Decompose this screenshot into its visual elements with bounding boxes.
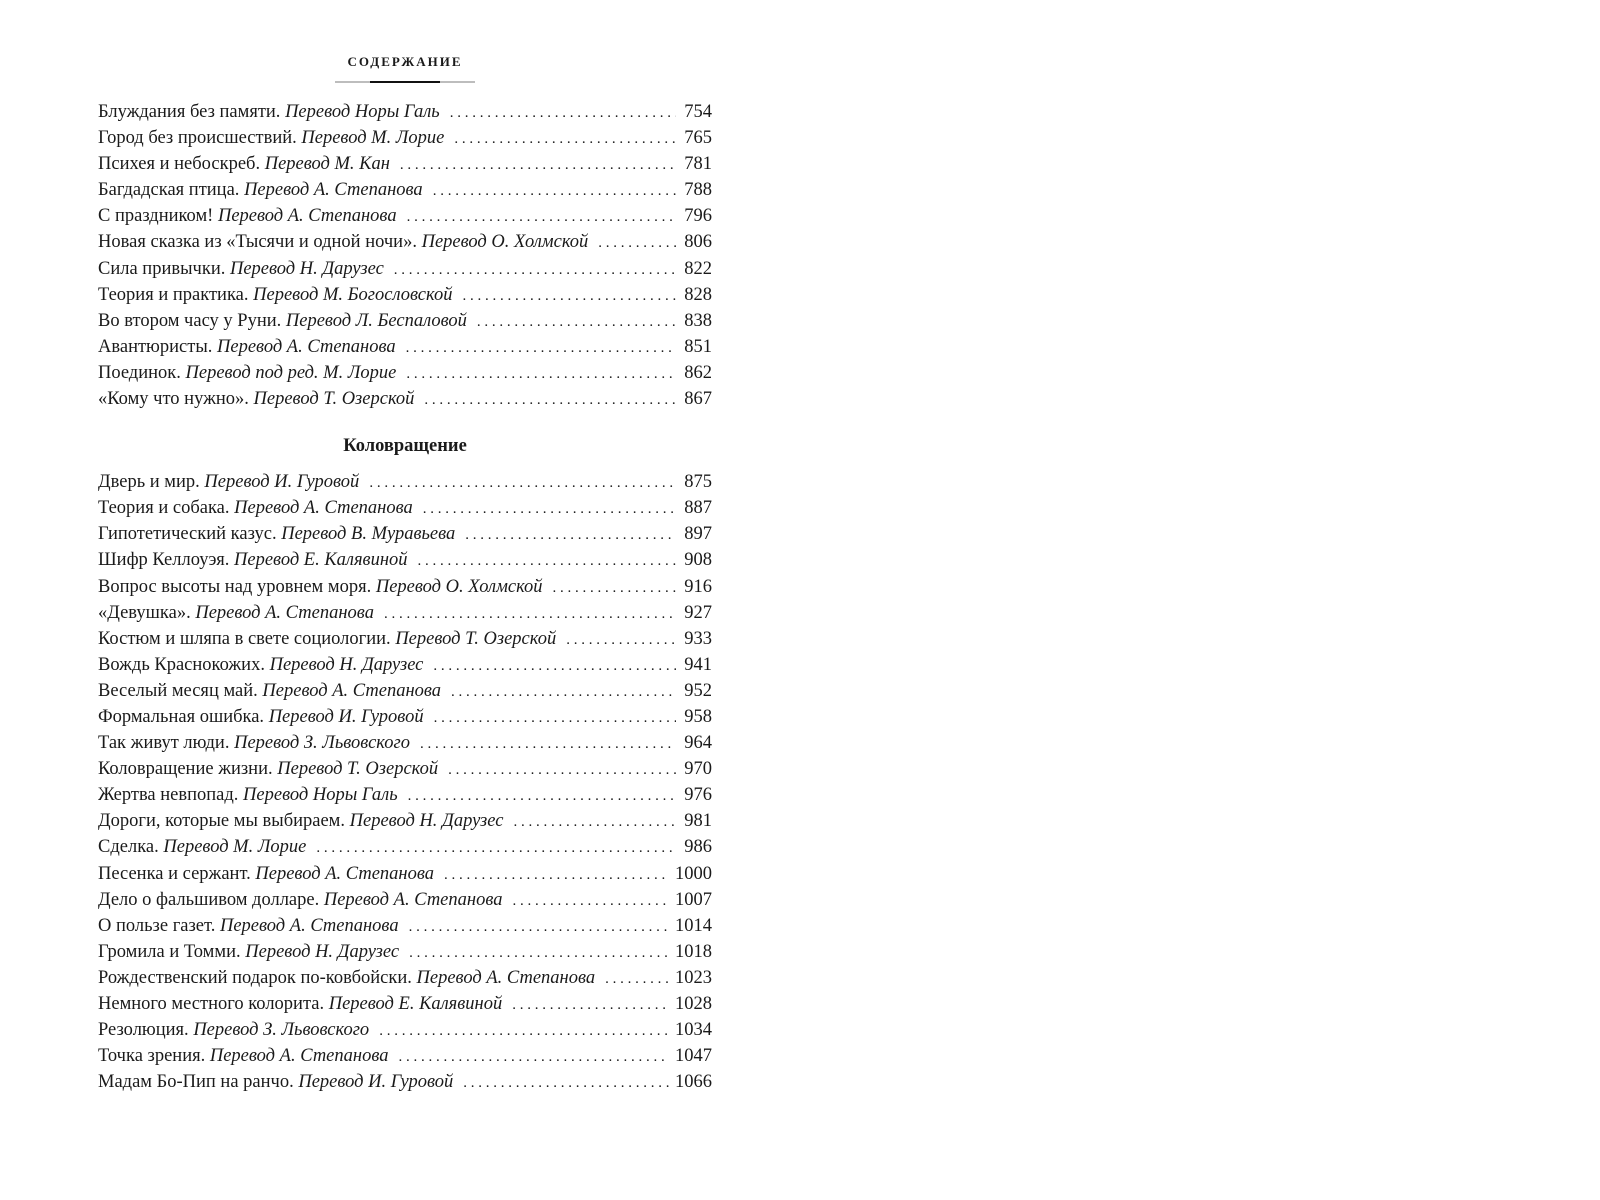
entry-page-number: 958 bbox=[684, 706, 712, 727]
entry-title: Вопрос высоты над уровнем моря. bbox=[98, 576, 372, 597]
entry-page-number: 781 bbox=[684, 154, 712, 175]
entry-title: Рождественский подарок по-ковбойски. bbox=[98, 967, 412, 988]
entry-page-number: 887 bbox=[684, 498, 712, 519]
toc-entry bbox=[98, 203, 712, 229]
entry-translator: Перевод А. Степанова bbox=[195, 602, 374, 623]
toc-entry bbox=[98, 965, 712, 991]
entry-title: Костюм и шляпа в свете социологии. bbox=[98, 628, 391, 649]
entry-page-number: 1000 bbox=[675, 863, 712, 884]
toc-list-part2 bbox=[98, 469, 712, 1095]
dot-leader bbox=[394, 257, 676, 283]
dot-leader bbox=[400, 152, 676, 178]
toc-entry bbox=[98, 574, 712, 600]
entry-page-number: 927 bbox=[684, 602, 712, 623]
entry-title: Дверь и мир. bbox=[98, 472, 200, 493]
entry-page-number: 754 bbox=[684, 102, 712, 122]
entry-translator: Перевод А. Степанова bbox=[219, 915, 399, 936]
entry-page-number: 1028 bbox=[675, 994, 712, 1014]
entry-title: Вождь Краснокожих. bbox=[98, 654, 265, 675]
toc-entry bbox=[98, 177, 712, 203]
entry-translator: Перевод М. Кан bbox=[264, 154, 390, 175]
entry-translator: Перевод Е. Калявиной bbox=[234, 550, 408, 571]
entry-page-number: 875 bbox=[684, 472, 712, 493]
toc-page bbox=[98, 48, 712, 1095]
entry-title: Шифр Келлоуэя. bbox=[98, 550, 230, 571]
entry-translator: Перевод И. Гуровой bbox=[204, 472, 360, 493]
toc-entry bbox=[98, 282, 712, 308]
entry-translator: Перевод Л. Беспаловой bbox=[285, 310, 467, 331]
entry-translator: Перевод Норы Галь bbox=[285, 102, 440, 122]
dot-leader bbox=[424, 387, 676, 413]
entry-title: Поединок. bbox=[98, 362, 181, 383]
dot-leader bbox=[408, 783, 676, 809]
dot-leader bbox=[406, 335, 676, 361]
entry-title: «Кому что нужно». bbox=[98, 389, 249, 410]
toc-entry bbox=[98, 308, 712, 334]
entry-page-number: 897 bbox=[684, 524, 712, 545]
dot-leader bbox=[462, 283, 676, 309]
entry-title: Во втором часу у Руни. bbox=[98, 310, 282, 331]
entry-page-number: 933 bbox=[684, 628, 712, 649]
entry-translator: Перевод О. Холмской bbox=[421, 232, 589, 253]
toc-entry bbox=[98, 887, 712, 913]
entry-title: Песенка и сержант. bbox=[98, 863, 251, 884]
dot-leader bbox=[316, 835, 676, 861]
entry-page-number: 952 bbox=[684, 680, 712, 701]
entry-page-number: 1066 bbox=[675, 1072, 712, 1093]
entry-translator: Перевод А. Степанова bbox=[416, 967, 596, 988]
entry-page-number: 916 bbox=[684, 576, 712, 597]
dot-leader bbox=[463, 1070, 669, 1096]
dot-leader bbox=[553, 575, 676, 601]
entry-page-number: 862 bbox=[684, 362, 712, 383]
dot-leader bbox=[598, 230, 676, 256]
entry-translator: Перевод М. Лорие bbox=[301, 128, 445, 149]
toc-entry bbox=[98, 547, 712, 573]
entry-title: Формальная ошибка. bbox=[98, 706, 265, 727]
entry-page-number: 1014 bbox=[675, 915, 712, 936]
toc-entry bbox=[98, 99, 712, 125]
toc-entry bbox=[98, 782, 712, 808]
running-title: СОДЕРЖАНИЕ bbox=[347, 54, 463, 69]
dot-leader bbox=[513, 809, 676, 835]
toc-entry bbox=[98, 1069, 712, 1095]
toc-entry bbox=[98, 360, 712, 386]
dot-leader bbox=[433, 178, 676, 204]
entry-translator: Перевод Т. Озерской bbox=[253, 389, 415, 410]
toc-entry bbox=[98, 521, 712, 547]
entry-title: Блуждания без памяти. bbox=[98, 102, 281, 122]
toc-entry bbox=[98, 1043, 712, 1069]
dot-leader bbox=[409, 940, 669, 966]
entry-title: Дело о фальшивом долларе. bbox=[98, 889, 320, 910]
toc-entry bbox=[98, 678, 712, 704]
entry-title: Немного местного колорита. bbox=[98, 994, 325, 1014]
entry-title: «Девушка». bbox=[98, 602, 191, 623]
entry-page-number: 867 bbox=[684, 389, 712, 410]
entry-translator: Перевод под ред. М. Лорие bbox=[185, 362, 397, 383]
entry-title: Сделка. bbox=[98, 837, 159, 858]
entry-title: Гипотетический казус. bbox=[98, 524, 277, 545]
toc-entry bbox=[98, 495, 712, 521]
entry-page-number: 981 bbox=[684, 811, 712, 832]
entry-title: Веселый месяц май. bbox=[98, 680, 258, 701]
entry-page-number: 806 bbox=[684, 232, 712, 253]
dot-leader bbox=[465, 522, 676, 548]
entry-translator: Перевод З. Львовского bbox=[193, 1020, 370, 1041]
entry-title: Психея и небоскреб. bbox=[98, 154, 261, 175]
entry-page-number: 941 bbox=[684, 654, 712, 675]
entry-title: Коловращение жизни. bbox=[98, 759, 273, 780]
toc-entry bbox=[98, 991, 712, 1017]
entry-page-number: 1034 bbox=[675, 1020, 712, 1041]
toc-entry bbox=[98, 469, 712, 495]
entry-translator: Перевод Н. Дарузес bbox=[229, 258, 384, 279]
toc-entry bbox=[98, 256, 712, 282]
entry-translator: Перевод Е. Калявиной bbox=[328, 994, 503, 1014]
dot-leader bbox=[406, 361, 676, 387]
entry-title: Багдадская птица. bbox=[98, 180, 240, 201]
entry-translator: Перевод Н. Дарузес bbox=[245, 941, 400, 962]
entry-page-number: 1007 bbox=[675, 889, 712, 910]
dot-leader bbox=[379, 1018, 669, 1044]
entry-translator: Перевод А. Степанова bbox=[323, 889, 503, 910]
entry-page-number: 976 bbox=[684, 785, 712, 806]
entry-translator: Перевод М. Богословской bbox=[253, 284, 453, 305]
entry-page-number: 964 bbox=[684, 733, 712, 754]
entry-title: Точка зрения. bbox=[98, 1046, 206, 1067]
section-heading: Коловращение bbox=[343, 436, 467, 457]
entry-title: Новая сказка из «Тысячи и одной ночи». bbox=[98, 232, 417, 253]
toc-entry bbox=[98, 1017, 712, 1043]
toc-entry bbox=[98, 229, 712, 255]
entry-page-number: 986 bbox=[684, 837, 712, 858]
dot-leader bbox=[434, 705, 676, 731]
dot-leader bbox=[512, 888, 669, 914]
dot-leader bbox=[566, 627, 676, 653]
toc-entry bbox=[98, 652, 712, 678]
toc-entry bbox=[98, 939, 712, 965]
dot-leader bbox=[512, 992, 669, 1018]
entry-translator: Перевод А. Степанова bbox=[234, 498, 413, 519]
entry-page-number: 822 bbox=[684, 258, 712, 279]
entry-page-number: 765 bbox=[684, 128, 712, 149]
dot-leader bbox=[477, 309, 676, 335]
entry-page-number: 851 bbox=[684, 336, 712, 357]
dot-leader bbox=[407, 204, 676, 230]
dot-leader bbox=[448, 757, 676, 783]
entry-translator: Перевод И. Гуровой bbox=[298, 1072, 454, 1093]
entry-page-number: 838 bbox=[684, 310, 712, 331]
dot-leader bbox=[398, 1044, 669, 1070]
entry-title: Громила и Томми. bbox=[98, 941, 241, 962]
entry-title: С праздником! bbox=[98, 206, 214, 227]
toc-list-part1 bbox=[98, 99, 712, 412]
toc-entry bbox=[98, 730, 712, 756]
entry-title: Резолюция. bbox=[98, 1020, 189, 1041]
entry-translator: Перевод Т. Озерской bbox=[277, 759, 439, 780]
dot-leader bbox=[423, 496, 676, 522]
toc-entry bbox=[98, 600, 712, 626]
entry-translator: Перевод А. Степанова bbox=[217, 336, 396, 357]
header-rule bbox=[335, 81, 475, 83]
entry-title: Жертва невпопад. bbox=[98, 785, 239, 806]
dot-leader bbox=[418, 548, 676, 574]
entry-title: Авантюристы. bbox=[98, 336, 213, 357]
toc-entry bbox=[98, 756, 712, 782]
toc-entry bbox=[98, 151, 712, 177]
toc-entry bbox=[98, 913, 712, 939]
toc-entry bbox=[98, 386, 712, 412]
entry-page-number: 828 bbox=[684, 284, 712, 305]
dot-leader bbox=[450, 100, 676, 126]
entry-page-number: 970 bbox=[684, 759, 712, 780]
dot-leader bbox=[444, 862, 669, 888]
entry-translator: Перевод А. Степанова bbox=[217, 206, 397, 227]
entry-translator: Перевод Н. Дарузес bbox=[269, 654, 424, 675]
toc-entry bbox=[98, 704, 712, 730]
entry-title: О пользе газет. bbox=[98, 915, 216, 936]
entry-page-number: 1047 bbox=[675, 1046, 712, 1067]
entry-translator: Перевод А. Степанова bbox=[244, 180, 423, 201]
entry-title: Сила привычки. bbox=[98, 258, 226, 279]
dot-leader bbox=[605, 966, 669, 992]
entry-translator: Перевод В. Муравьева bbox=[281, 524, 456, 545]
entry-title: Город без происшествий. bbox=[98, 128, 297, 149]
toc-entry bbox=[98, 626, 712, 652]
entry-translator: Перевод Н. Дарузес bbox=[349, 811, 504, 832]
entry-title: Теория и собака. bbox=[98, 498, 230, 519]
toc-entry bbox=[98, 861, 712, 887]
entry-translator: Перевод Норы Галь bbox=[243, 785, 398, 806]
entry-translator: Перевод О. Холмской bbox=[375, 576, 543, 597]
entry-title: Теория и практика. bbox=[98, 284, 249, 305]
entry-page-number: 1018 bbox=[675, 941, 712, 962]
dot-leader bbox=[420, 731, 676, 757]
dot-leader bbox=[433, 653, 676, 679]
toc-entry bbox=[98, 125, 712, 151]
dot-leader bbox=[451, 679, 676, 705]
entry-translator: Перевод А. Степанова bbox=[255, 863, 435, 884]
entry-page-number: 908 bbox=[684, 550, 712, 571]
entry-translator: Перевод И. Гуровой bbox=[268, 706, 424, 727]
entry-translator: Перевод М. Лорие bbox=[163, 837, 307, 858]
toc-entry bbox=[98, 834, 712, 860]
dot-leader bbox=[454, 126, 676, 152]
entry-translator: Перевод А. Степанова bbox=[209, 1046, 389, 1067]
entry-translator: Перевод З. Львовского bbox=[234, 733, 410, 754]
entry-page-number: 796 bbox=[684, 206, 712, 227]
entry-translator: Перевод Т. Озерской bbox=[395, 628, 557, 649]
entry-page-number: 788 bbox=[684, 180, 712, 201]
entry-page-number: 1023 bbox=[675, 967, 712, 988]
dot-leader bbox=[369, 470, 676, 496]
dot-leader bbox=[384, 601, 676, 627]
toc-entry bbox=[98, 334, 712, 360]
running-head bbox=[98, 48, 712, 83]
dot-leader bbox=[409, 914, 669, 940]
entry-translator: Перевод А. Степанова bbox=[262, 680, 442, 701]
entry-title: Так живут люди. bbox=[98, 733, 230, 754]
entry-title: Дороги, которые мы выбираем. bbox=[98, 811, 346, 832]
toc-entry bbox=[98, 808, 712, 834]
entry-title: Мадам Бо-Пип на ранчо. bbox=[98, 1072, 294, 1093]
